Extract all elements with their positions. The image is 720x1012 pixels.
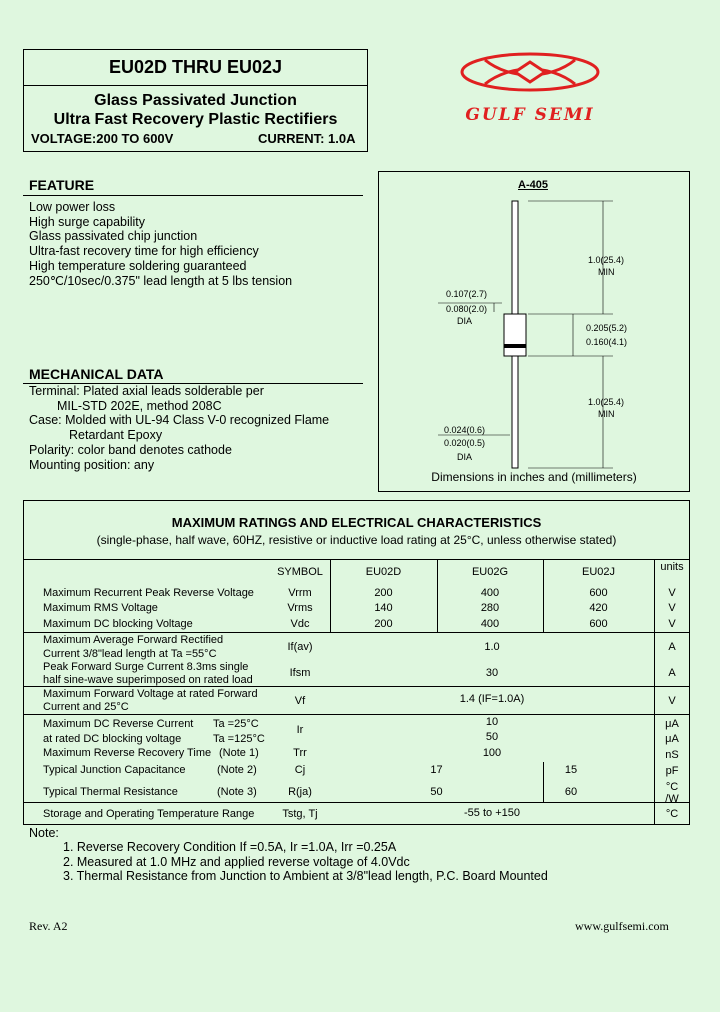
value-eu02d-eu02g: 17 — [430, 764, 443, 776]
ratings-subtitle: (single-phase, half wave, 60HZ, resistive or inductive load rating at 25°C, unless otherwise stated) — [96, 533, 617, 547]
notes-title: Note: — [29, 826, 59, 840]
row-label: Current and 25°C — [43, 701, 129, 713]
row-unit: μA — [665, 733, 679, 745]
row-value: -55 to +150 — [464, 807, 520, 819]
package-name: A-405 — [518, 179, 548, 191]
row-symbol: Ifsm — [289, 667, 311, 679]
row-unit: nS — [665, 749, 679, 761]
row-condition: Ta =25°C — [213, 718, 259, 730]
list-item: 2. Measured at 1.0 MHz and applied reverse voltage of 4.0Vdc — [63, 854, 410, 869]
value-eu02j: 600 — [589, 618, 608, 630]
row-label: Typical Thermal Resistance — [43, 786, 178, 798]
row-label: Maximum RMS Voltage — [43, 602, 158, 614]
row-label: Peak Forward Surge Current 8.3ms single — [43, 661, 249, 673]
lead-bot-length: 1.0(25.4) — [588, 397, 625, 407]
body-len-max: 0.205(5.2) — [586, 323, 628, 333]
row-note: (Note 1) — [219, 747, 259, 759]
row-unit: A — [668, 641, 676, 653]
row-label: Maximum Average Forward Rectified — [43, 634, 224, 646]
product-line-2: Ultra Fast Recovery Plastic Rectifiers — [53, 111, 338, 128]
list-item: Low power loss — [29, 200, 116, 214]
value-eu02d-eu02g: 50 — [430, 786, 443, 798]
row-label: Maximum DC Reverse Current — [43, 718, 194, 730]
website-link[interactable]: www.gulfsemi.com — [575, 919, 669, 933]
row-label: Maximum Forward Voltage at rated Forward — [43, 688, 258, 700]
list-item: Case: Molded with UL-94 Class V-0 recognized Flame — [29, 413, 330, 428]
diagram-caption: Dimensions in inches and (millimeters) — [431, 470, 637, 484]
col-eu02g: EU02G — [471, 566, 509, 578]
row-value: 1.4 (IF=1.0A) — [459, 693, 525, 705]
list-item: 250℃/10sec/0.375" lead length at 5 lbs tension — [29, 273, 293, 288]
row-unit: /W — [665, 793, 679, 805]
row-unit: °C — [665, 808, 679, 820]
row-symbol: Tstg, Tj — [282, 808, 318, 820]
row-label: Typical Junction Capacitance — [43, 764, 186, 776]
row-symbol: Ir — [296, 724, 304, 736]
feature-title: FEATURE — [29, 177, 95, 193]
row-label: Maximum DC blocking Voltage — [43, 618, 193, 630]
row-label: Maximum Reverse Recovery Time — [43, 747, 212, 759]
body-dia-max: 0.107(2.7) — [446, 289, 488, 299]
current-spec: CURRENT: 1.0A — [258, 131, 356, 146]
row-unit: V — [668, 587, 676, 599]
col-units: units — [660, 561, 684, 573]
row-label: at rated DC blocking voltage — [43, 733, 182, 745]
row-unit: °C — [665, 781, 679, 793]
wire-dia-max: 0.024(0.6) — [444, 425, 486, 435]
row-value: 50 — [485, 731, 499, 743]
list-item: Mounting position: any — [29, 457, 155, 472]
list-item: Terminal: Plated axial leads solderable per — [29, 384, 264, 398]
row-unit: V — [668, 618, 676, 630]
row-label: Storage and Operating Temperature Range — [43, 808, 255, 820]
value-eu02j: 420 — [589, 602, 608, 614]
row-symbol: Vrrm — [288, 587, 312, 599]
lead-top-length: 1.0(25.4) — [588, 255, 625, 265]
diode-outline-icon — [378, 171, 690, 492]
feature-rule — [23, 195, 363, 196]
wire-dia-min: 0.020(0.5) — [444, 438, 486, 448]
lead-top-min: MIN — [598, 267, 615, 277]
row-symbol: Vf — [294, 695, 306, 707]
list-item: 1. Reverse Recovery Condition If =0.5A, Ir =1.0A, Irr =0.25A — [63, 840, 397, 854]
value-eu02j: 600 — [589, 587, 608, 599]
row-symbol: Vdc — [290, 618, 310, 630]
row-label: half sine-wave superimposed on rated load — [43, 674, 253, 686]
list-item: Polarity: color band denotes cathode — [29, 442, 232, 457]
value-eu02g: 400 — [480, 587, 500, 599]
value-eu02d: 200 — [374, 618, 393, 630]
list-item: High temperature soldering guaranteed — [29, 258, 247, 273]
row-unit: μA — [665, 718, 679, 730]
part-range: EU02D THRU EU02J — [108, 57, 283, 77]
value-eu02g: 400 — [480, 618, 500, 630]
revision: Rev. A2 — [29, 919, 68, 933]
list-item: High surge capability — [29, 214, 146, 229]
row-unit: A — [668, 667, 676, 679]
row-symbol: If(av) — [287, 641, 313, 653]
row-note: (Note 3) — [217, 786, 257, 798]
value-eu02d: 140 — [374, 602, 393, 614]
row-value: 30 — [485, 667, 499, 679]
wire-dia-label: DIA — [457, 452, 473, 462]
row-unit: V — [668, 695, 676, 707]
gulf-semi-logo-icon — [455, 50, 605, 100]
mechanical-title: MECHANICAL DATA — [29, 366, 164, 382]
voltage-spec: VOLTAGE:200 TO 600V — [31, 131, 174, 146]
col-symbol: SYMBOL — [277, 566, 323, 578]
row-unit: pF — [665, 765, 679, 777]
value-eu02g: 280 — [480, 602, 500, 614]
row-value: 100 — [482, 747, 502, 759]
list-item: Ultra-fast recovery time for high efficiency — [29, 244, 259, 259]
body-dia-label: DIA — [457, 316, 473, 326]
feature-list — [29, 200, 292, 288]
row-unit: V — [668, 602, 676, 614]
value-eu02j: 15 — [564, 764, 578, 776]
row-note: (Note 2) — [217, 764, 257, 776]
body-dia-min: 0.080(2.0) — [446, 304, 488, 314]
value-eu02d: 200 — [374, 587, 393, 599]
row-symbol: R(ja) — [288, 786, 312, 798]
body-len-min: 0.160(4.1) — [586, 337, 628, 347]
logo-text: GULF SEMI — [465, 105, 595, 125]
ratings-title: MAXIMUM RATINGS AND ELECTRICAL CHARACTERISTICS — [171, 515, 542, 530]
product-line-1: Glass Passivated Junction — [94, 92, 297, 109]
list-item: Glass passivated chip junction — [29, 229, 198, 244]
lead-bot-min: MIN — [598, 409, 615, 419]
notes-list — [63, 840, 548, 884]
mechanical-list — [29, 384, 329, 472]
row-symbol: Vrms — [287, 602, 313, 614]
row-symbol: Trr — [293, 747, 307, 759]
row-condition: Ta =125°C — [213, 733, 265, 745]
col-eu02j: EU02J — [581, 566, 616, 578]
row-label: Maximum Recurrent Peak Reverse Voltage — [43, 587, 254, 599]
row-value: 1.0 — [484, 641, 500, 653]
list-item: MIL-STD 202E, method 208C — [57, 398, 222, 413]
row-symbol: Cj — [294, 764, 306, 776]
row-value: 10 — [485, 716, 499, 728]
list-item: Retardant Epoxy — [69, 428, 163, 443]
value-eu02j: 60 — [564, 786, 578, 798]
row-label: Current 3/8"lead length at Ta =55°C — [43, 648, 217, 660]
col-eu02d: EU02D — [365, 566, 402, 578]
list-item: 3. Thermal Resistance from Junction to Ambient at 3/8"lead length, P.C. Board Mounted — [63, 869, 548, 884]
